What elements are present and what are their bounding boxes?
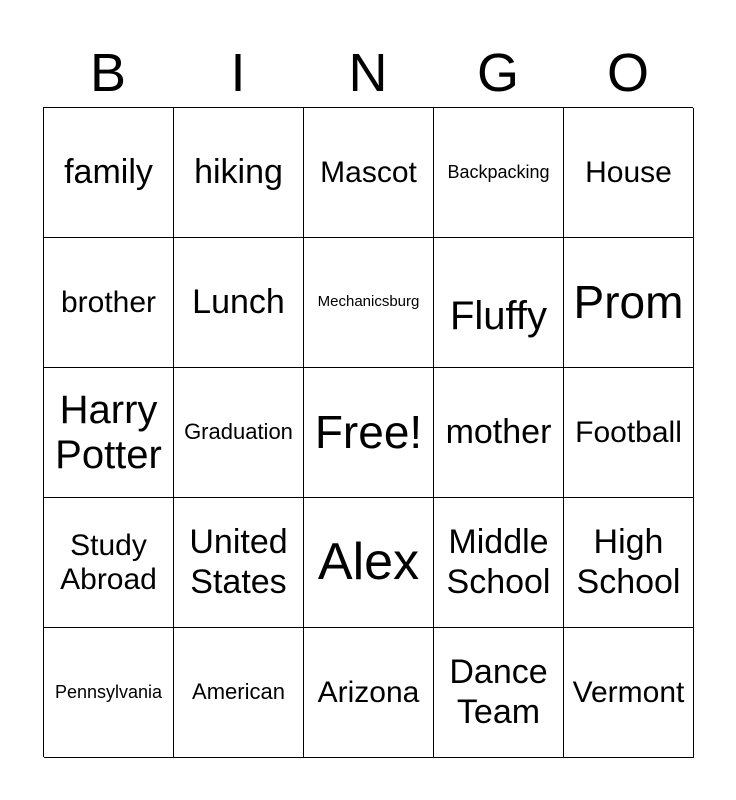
bingo-cell[interactable]: Prom [564, 238, 694, 368]
bingo-cell[interactable]: Alex [304, 498, 434, 628]
bingo-cell[interactable]: Lunch [174, 238, 304, 368]
bingo-cell[interactable]: Study Abroad [44, 498, 174, 628]
bingo-cell[interactable]: family [44, 108, 174, 238]
header-letter-g: G [476, 43, 519, 103]
bingo-cell[interactable]: brother [44, 238, 174, 368]
bingo-cell[interactable]: mother [434, 368, 564, 498]
free-space-cell[interactable]: Free! [304, 368, 434, 498]
bingo-cell[interactable]: Backpacking [434, 108, 564, 238]
bingo-cell[interactable]: Fluffy [434, 238, 564, 368]
bingo-cell[interactable]: Dance Team [434, 628, 564, 758]
bingo-cell[interactable]: United States [174, 498, 304, 628]
bingo-cell[interactable]: Harry Potter [44, 368, 174, 498]
bingo-cell[interactable]: Pennsylvania [44, 628, 174, 758]
bingo-cell[interactable]: House [564, 108, 694, 238]
bingo-cell[interactable]: Middle School [434, 498, 564, 628]
header-letter-n: N [348, 43, 388, 103]
bingo-cell[interactable]: Mechanicsburg [304, 238, 434, 368]
bingo-cell[interactable]: High School [564, 498, 694, 628]
header-letter-b: B [89, 43, 127, 103]
bingo-cell[interactable]: Football [564, 368, 694, 498]
bingo-cell[interactable]: Vermont [564, 628, 694, 758]
bingo-grid [43, 107, 693, 757]
bingo-cell[interactable]: hiking [174, 108, 304, 238]
bingo-cell[interactable]: Mascot [304, 108, 434, 238]
bingo-cell[interactable]: Graduation [174, 368, 304, 498]
bingo-cell[interactable]: Arizona [304, 628, 434, 758]
header-letter-i: I [230, 43, 246, 103]
bingo-header [43, 40, 693, 106]
bingo-cell[interactable]: American [174, 628, 304, 758]
header-letter-o: O [606, 43, 649, 103]
